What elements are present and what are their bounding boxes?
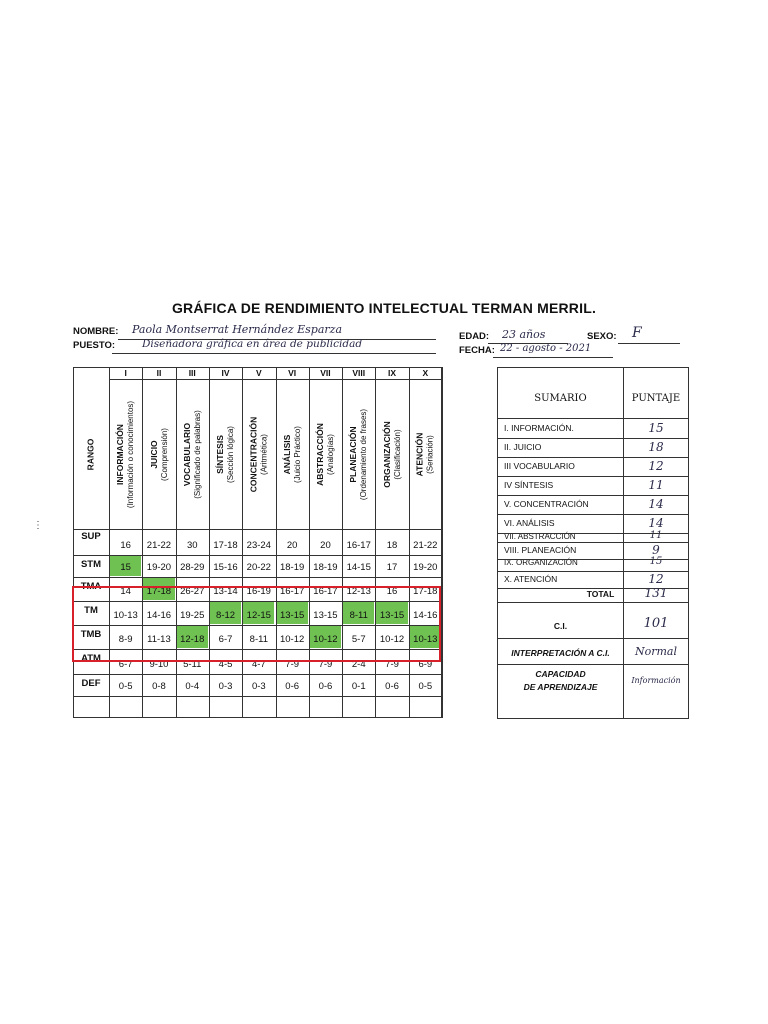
summary-item-label: III VOCABULARIO xyxy=(504,461,575,471)
grid-cell: 14 xyxy=(120,586,131,597)
interp-value: Normal xyxy=(634,645,677,658)
column-roman: IX xyxy=(388,368,397,378)
column-header xyxy=(276,379,309,529)
row-label: TM xyxy=(84,605,98,616)
capacidad-value: Información xyxy=(631,676,681,685)
summary-item-score: 15 xyxy=(649,556,663,567)
grid-cell: 16 xyxy=(386,586,398,597)
column-sub: (Seriación) xyxy=(425,434,435,474)
grid-cell: 18-19 xyxy=(313,562,338,573)
grid-cell: 10-13 xyxy=(413,634,438,645)
column-name: ATENCIÓN xyxy=(414,432,425,476)
grid-cell: 26-27 xyxy=(180,586,205,597)
grid-cell: 8-12 xyxy=(216,610,236,621)
rango-label xyxy=(73,379,109,529)
grid-row-line xyxy=(73,555,442,556)
column-roman: VII xyxy=(320,368,331,378)
column-name: ABSTRACCIÓN xyxy=(314,422,325,486)
grid-cell: 17-18 xyxy=(146,586,172,597)
grid-cell: 0-8 xyxy=(152,681,166,692)
grid-cell: 0-3 xyxy=(251,681,266,692)
summary-item-score: 14 xyxy=(648,516,664,530)
fecha-value: 22 - agosto - 2021 xyxy=(500,343,592,354)
grid-cell: 6-7 xyxy=(218,634,233,645)
column-roman: IV xyxy=(221,368,230,378)
column-header xyxy=(242,379,275,529)
puesto-underline xyxy=(112,353,436,354)
sexo-label: SEXO: xyxy=(587,331,617,342)
column-roman: VIII xyxy=(352,368,366,378)
summary-item-label: X. ATENCIÓN xyxy=(504,574,558,584)
column-sub: (Aritmética) xyxy=(259,433,269,475)
ci-label: C.I. xyxy=(553,621,568,631)
summary-row-line xyxy=(498,542,688,543)
grid-cell: 17-18 xyxy=(413,586,438,597)
grid-cell: 0-3 xyxy=(218,681,233,692)
grid-cell: 16-17 xyxy=(346,540,371,551)
grid-cell: 15-16 xyxy=(213,562,238,573)
ci-value: 101 xyxy=(643,616,669,631)
summary-item-score: 14 xyxy=(648,497,664,511)
rendimiento-grid xyxy=(73,367,442,718)
interp-label: INTERPRETACIÓN A C.I. xyxy=(511,648,610,658)
summary-item-score: 18 xyxy=(648,440,664,454)
summary-item-label: VII. ABSTRACCIÓN xyxy=(504,532,576,541)
summary-row-line xyxy=(498,476,688,477)
grid-cell: 8-9 xyxy=(118,634,133,645)
total-label: TOTAL xyxy=(586,589,615,599)
tm-range-frame xyxy=(72,586,441,662)
column-name: SÍNTESIS xyxy=(215,434,226,474)
column-header xyxy=(209,379,242,529)
summary-row-line xyxy=(498,495,688,496)
column-sub: (Juicio Práctico) xyxy=(292,425,302,483)
grid-cell: 14-16 xyxy=(413,610,438,621)
grid-cell: 14-15 xyxy=(346,562,371,573)
summary-item-label: VIII. PLANEACIÓN xyxy=(504,545,577,555)
grid-cell: 0-4 xyxy=(185,681,200,692)
row-label: SUP xyxy=(81,531,101,542)
grid-cell: 16-19 xyxy=(246,586,271,597)
grid-cell: 13-15 xyxy=(313,610,338,621)
column-header xyxy=(375,379,408,529)
grid-cell: 4-7 xyxy=(251,659,266,670)
score-header: PUNTAJE xyxy=(631,393,681,404)
column-header xyxy=(409,379,442,529)
summary-item-label: I. INFORMACIÓN. xyxy=(504,423,574,433)
grid-row-line xyxy=(73,529,442,530)
grid-row-line xyxy=(73,674,442,675)
grid-cell: 7-9 xyxy=(285,659,300,670)
grid-cell: 30 xyxy=(186,540,198,551)
grid-cell: 0-5 xyxy=(118,681,133,692)
summary-item-label: IX. ORGANIZACIÓN xyxy=(504,558,578,567)
summary-table xyxy=(497,367,689,719)
column-roman: I xyxy=(124,368,127,378)
grid-cell: 18-19 xyxy=(279,562,305,573)
column-sub: (Clasificación) xyxy=(392,428,402,480)
grid-cell: 8-11 xyxy=(249,634,268,645)
grid-cell: 0-6 xyxy=(385,681,399,692)
grid-cell: 5-11 xyxy=(183,659,202,670)
summary-item-score: 15 xyxy=(648,421,664,435)
column-roman: VI xyxy=(288,368,297,378)
sexo-value: F xyxy=(632,325,642,341)
column-name: CONCENTRACIÓN xyxy=(248,416,259,492)
grid-col-line xyxy=(442,367,443,718)
grid-cell: 19-20 xyxy=(413,562,438,573)
summary-row-line xyxy=(498,571,688,572)
grid-cell: 7-9 xyxy=(385,659,399,670)
capacidad-label-1: CAPACIDAD xyxy=(535,669,586,679)
nombre-label: NOMBRE: xyxy=(73,326,119,337)
column-roman: X xyxy=(422,368,429,378)
grid-cell: 4-5 xyxy=(218,659,233,670)
grid-cell: 14-16 xyxy=(146,610,172,621)
grid-cell: 16-17 xyxy=(279,586,305,597)
grid-cell: 10-12 xyxy=(313,634,338,645)
grid-cell: 8-11 xyxy=(349,610,368,621)
column-header xyxy=(176,379,209,529)
puesto-label: PUESTO: xyxy=(73,340,116,351)
grid-cell: 5-7 xyxy=(351,634,366,645)
summary-row-line xyxy=(498,533,688,534)
margin-mark: ⋮ xyxy=(33,520,43,531)
grid-cell: 10-12 xyxy=(279,634,305,645)
column-header xyxy=(342,379,375,529)
summary-row-line xyxy=(498,457,688,458)
grid-cell: 20 xyxy=(320,540,331,551)
grid-cell: 0-6 xyxy=(285,681,300,692)
grid-cell: 2-4 xyxy=(351,659,366,670)
row-label: TMA xyxy=(80,581,102,592)
column-name: INFORMACIÓN xyxy=(115,423,126,485)
grid-cell: 9-10 xyxy=(149,659,169,670)
grid-cell: 13-15 xyxy=(279,610,305,621)
puesto-value: Diseñadora gráfica en área de publicidad xyxy=(142,338,363,350)
column-roman: II xyxy=(156,368,162,378)
column-name: ANÁLISIS xyxy=(281,434,292,474)
grid-cell: 23-24 xyxy=(246,540,271,551)
grid-cell: 0-1 xyxy=(351,681,366,692)
grid-cell: 10-13 xyxy=(113,610,138,621)
grid-cell: 16-17 xyxy=(313,586,338,597)
summary-header: SUMARIO xyxy=(534,393,587,404)
grid-cell: 7-9 xyxy=(318,659,333,670)
column-sub: (Información o conocimientos) xyxy=(126,400,136,508)
grid-cell: 6-9 xyxy=(418,659,433,670)
rango-text: RANGO xyxy=(85,438,96,470)
grid-cell: 21-22 xyxy=(146,540,172,551)
grid-cell: 20 xyxy=(286,540,298,551)
column-sub: (Significado de palabras) xyxy=(192,409,202,499)
grid-cell: 13-14 xyxy=(213,586,238,597)
column-roman: III xyxy=(188,368,196,378)
summary-item-score: 11 xyxy=(648,478,664,492)
total-value: 131 xyxy=(644,586,668,600)
grid-cell: 15 xyxy=(120,562,131,573)
summary-item-label: VI. ANÁLISIS xyxy=(504,518,555,528)
summary-item-score: 12 xyxy=(648,459,664,473)
row-label: STM xyxy=(80,559,102,570)
summary-row-line xyxy=(498,514,688,515)
row-label: ATM xyxy=(81,653,101,664)
grid-cell: 6-7 xyxy=(118,659,133,670)
column-header xyxy=(309,379,342,529)
column-sub: (Analogías) xyxy=(325,433,335,475)
grid-cell: 17-18 xyxy=(213,540,238,551)
grid-cell: 13-15 xyxy=(379,610,405,621)
edad-value: 23 años xyxy=(502,328,546,341)
column-name: JUICIO xyxy=(148,439,159,469)
summary-item-label: IV SÍNTESIS xyxy=(504,480,554,490)
summary-item-score: 12 xyxy=(648,572,664,586)
summary-header-line xyxy=(498,418,688,419)
grid-cell: 12-18 xyxy=(180,634,205,645)
grid-cell: 0-5 xyxy=(418,681,433,692)
grid-row-line xyxy=(73,577,442,578)
grid-cell: 11-13 xyxy=(147,634,171,645)
grid-cell: 16 xyxy=(120,540,131,551)
grid-cell: 12-15 xyxy=(246,610,271,621)
summary-item-label: V. CONCENTRACIÓN xyxy=(504,499,589,509)
column-header xyxy=(109,379,142,529)
total-bottom-line xyxy=(498,602,688,603)
column-name: VOCABULARIO xyxy=(181,422,192,486)
grid-cell: 21-22 xyxy=(413,540,438,551)
column-sub: (Comprensión) xyxy=(159,427,169,481)
nombre-value: Paola Montserrat Hernández Esparza xyxy=(132,323,343,336)
edad-label: EDAD: xyxy=(459,331,490,342)
summary-item-score: 9 xyxy=(652,543,660,557)
column-sub: (Ordenamiento de frases) xyxy=(359,408,369,500)
column-name: ORGANIZACIÓN xyxy=(381,420,392,488)
interp-bottom-line xyxy=(498,664,688,665)
capacidad-label-2: DE APRENDIZAJE xyxy=(523,682,598,692)
summary-row-line xyxy=(498,438,688,439)
summary-item-score: 11 xyxy=(649,530,663,541)
column-sub: (Sección lógica) xyxy=(226,425,236,483)
row-label: DEF xyxy=(81,678,101,689)
column-name: PLANEACIÓN xyxy=(348,425,359,483)
sexo-underline xyxy=(618,343,680,344)
summary-item-label: II. JUICIO xyxy=(504,442,542,452)
ci-bottom-line xyxy=(498,638,688,639)
grid-cell: 18 xyxy=(386,540,398,551)
grid-cell: 12-13 xyxy=(346,586,371,597)
grid-cell: 17 xyxy=(386,562,398,573)
grid-cell: 0-6 xyxy=(318,681,333,692)
grid-row-line xyxy=(73,696,442,697)
fecha-label: FECHA: xyxy=(459,345,495,356)
grid-cell: 19-25 xyxy=(180,610,205,621)
row-label: TMB xyxy=(80,629,102,640)
column-header xyxy=(142,379,175,529)
fecha-underline xyxy=(493,357,613,358)
grid-cell: 10-12 xyxy=(379,634,405,645)
column-roman: V xyxy=(256,368,262,378)
page-title: GRÁFICA DE RENDIMIENTO INTELECTUAL TERMAN MERRIL. xyxy=(171,300,597,316)
grid-cell: 20-22 xyxy=(246,562,271,573)
grid-cell: 28-29 xyxy=(180,562,205,573)
summary-row-line xyxy=(498,559,688,560)
grid-cell: 19-20 xyxy=(146,562,172,573)
